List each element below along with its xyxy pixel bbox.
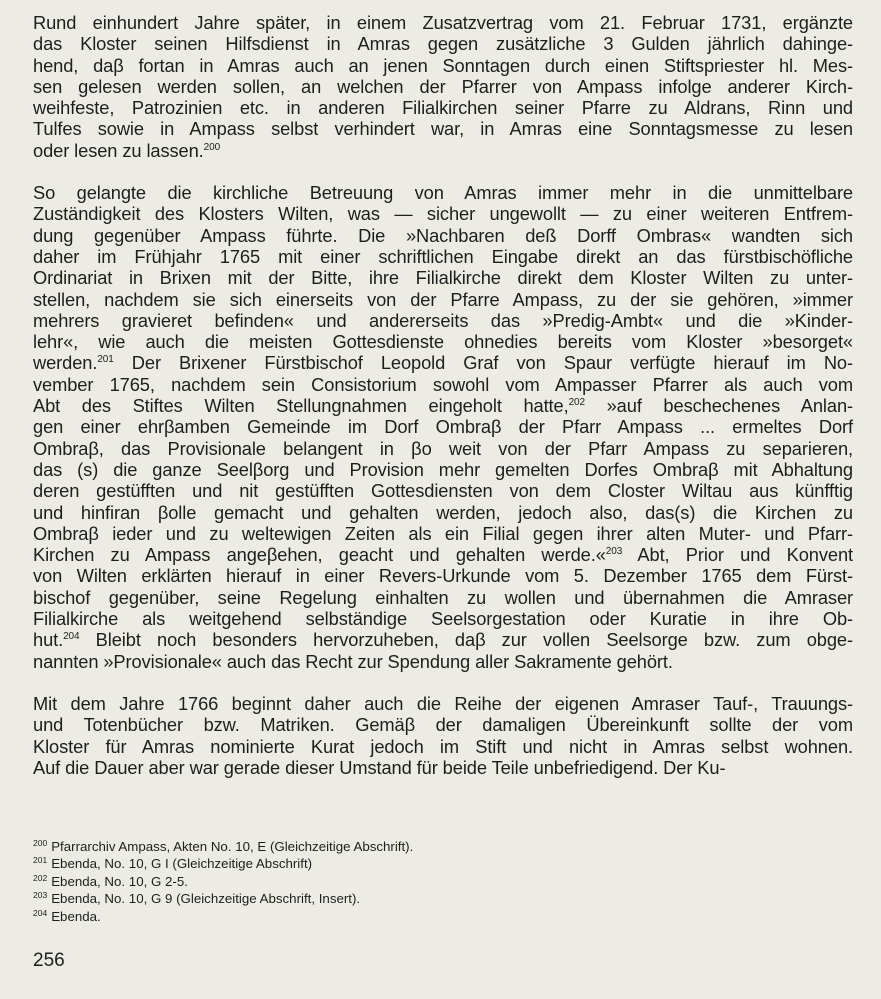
text-line: [33, 395, 853, 416]
footnote-text: Ebenda, No. 10, G 2-5.: [51, 873, 188, 889]
text-line: das Kloster seinen Hilfsdienst in Amras gegen zusätzliche 3 Gulden jährlich dahinge-: [33, 33, 853, 55]
text-line: Ordinariat in Brixen mit der Bitte, ihre Filialkirche direkt dem Kloster Wilten zu unter-: [33, 267, 853, 289]
text-line: Ombraβ, das Provisionale belangent in βo weit von der Pfarr Ampass zu separieren,: [33, 437, 853, 459]
text-line: Kloster für Amras nominierte Kurat jedoch im Stift und nicht in Amras selbst wohnen.: [33, 735, 853, 757]
text-line: daher im Frühjahr 1765 mit einer schriftlichen Eingabe direkt an das fürstbischöfliche: [33, 245, 853, 267]
text-span: Bleibt noch besonders hervorzuheben, daβ zur vollen Seelsorge bzw. zum obge-: [79, 629, 853, 651]
text-line: [33, 544, 853, 565]
text-line: [33, 140, 853, 161]
footnote-reference: 202: [568, 397, 585, 409]
text-line: vember 1765, nachdem sein Consistorium sowohl vom Ampasser Pfarrer als auch vom: [33, 373, 853, 395]
paragraph: [33, 12, 853, 161]
body-text: [33, 12, 853, 799]
footnote: [33, 873, 853, 890]
text-line: [33, 352, 853, 373]
text-span: hut.: [33, 629, 64, 651]
text-line: Auf die Dauer aber war gerade dieser Umstand für beide Teile unbefriedigend. Der Ku-: [33, 756, 726, 778]
footnote-reference: 200: [203, 141, 221, 153]
text-line: und Totenbücher bzw. Matriken. Gemäβ der damaligen Übereinkunft sollte der vom: [33, 714, 853, 736]
text-span: werden.: [33, 352, 98, 374]
text-line: Rund einhundert Jahre später, in einem Zusatzvertrag vom 21. Februar 1731, ergänzte: [33, 12, 853, 33]
footnote: [33, 838, 853, 855]
footnotes: [33, 838, 853, 925]
paragraph: [33, 182, 853, 672]
text-line: hend, daβ fortan in Amras auch an jenen Sonntagen durch einen Stiftspriester hl. Mes-: [33, 54, 853, 76]
text-line: mehrers gravieret befinden« und andererseits das »Predig-Ambt« und die »Kinder-: [33, 309, 853, 331]
page-number: 256: [33, 950, 65, 971]
footnote-number: 204: [33, 907, 48, 918]
text-line: Ombraβ ieder und zu weltewigen Zeiten als ein Filial gegen ihrer alten Muter- und Pfarr-: [33, 522, 853, 544]
text-line: stellen, nachdem sie sich einerseits von der Pfarre Ampass, zu der sie gehören, »immer: [33, 288, 853, 310]
text-line: [33, 629, 853, 650]
text-line: sen gelesen werden sollen, an welchen der Pfarrer von Ampass infolge anderer Kirch-: [33, 75, 853, 97]
footnote: [33, 855, 853, 872]
footnote: [33, 890, 853, 907]
text-line: Zuständigkeit des Klosters Wilten, was — sicher ungewollt — zu einer weiteren Entfrem-: [33, 203, 853, 225]
text-line: von Wilten erklärten hierauf in einer Revers-Urkunde vom 5. Dezember 1765 dem Fürst-: [33, 565, 853, 587]
text-line: und hinfiran βolle gemacht und gehalten werden, jedoch also, das(s) die Kirchen zu: [33, 501, 853, 523]
text-line: Mit dem Jahre 1766 beginnt daher auch die Reihe der eigenen Amraser Tauf-, Trauungs-: [33, 692, 853, 714]
text-span: Der Brixener Fürstbischof Leopold Graf von Spaur verfügte hierauf im No-: [113, 352, 853, 374]
text-line: dung gegenüber Ampass führte. Die »Nachbaren deß Dorff Ombras« wandten sich: [33, 224, 853, 246]
footnote-reference: 201: [97, 354, 114, 366]
text-line: Filialkirche als weitgehend selbständige Seelsorgestation oder Kuratie in ihre Ob-: [33, 608, 853, 630]
text-line: weihfeste, Patrozinien etc. in anderen Filialkirchen seiner Pfarre zu Aldrans, Rinn und: [33, 97, 853, 119]
footnote-number: 200: [33, 838, 48, 848]
text-span: Abt, Prior und Konvent: [622, 544, 853, 566]
footnote-text: Ebenda.: [51, 908, 101, 924]
text-span: oder lesen zu lassen.: [33, 139, 204, 161]
text-line: nannten »Provisionale« auch das Recht zur Spendung aller Sakramente gehört.: [33, 650, 673, 672]
text-span: »auf beschechenes Anlan-: [584, 395, 854, 417]
text-line: Tulfes sowie in Ampass selbst verhindert war, in Amras eine Sonntagsmesse zu lesen: [33, 118, 853, 140]
footnote-text: Pfarrarchiv Ampass, Akten No. 10, E (Gleichzeitige Abschrift).: [51, 839, 414, 854]
footnote-text: Ebenda, No. 10, G I (Gleichzeitige Abschrift): [51, 856, 313, 872]
footnote-reference: 204: [63, 631, 80, 643]
footnote-number: 201: [33, 855, 48, 866]
text-line: bischof gegenüber, seine Regelung einhalten zu wollen und übernahmen die Amraser: [33, 586, 853, 608]
text-line: So gelangte die kirchliche Betreuung von Amras immer mehr in die unmittelbare: [33, 182, 853, 204]
footnote-reference: 203: [605, 546, 623, 558]
text-span: Kirchen zu Ampass angeβehen, geacht und gehalten werde.«: [33, 544, 606, 566]
footnote-text: Ebenda, No. 10, G 9 (Gleichzeitige Abschrift, Insert).: [51, 891, 361, 907]
footnote-number: 203: [33, 890, 48, 901]
footnote-number: 202: [33, 872, 48, 883]
text-span: Abt des Stiftes Wilten Stellungnahmen eingeholt hatte,: [33, 395, 569, 417]
text-line: gen einer ehrβamben Gemeinde im Dorf Ombraβ der Pfarr Ampass ... ermeltes Dorf: [33, 416, 853, 438]
footnote: [33, 908, 853, 925]
paragraph: [33, 693, 853, 778]
text-line: lehr«, wie auch die meisten Gottesdienste ohnedies bereits vom Kloster »besorget«: [33, 331, 853, 353]
text-line: das (s) die ganze Seelβorg und Provision mehr gemelten Dorfes Ombraβ mit Abhaltung: [33, 458, 853, 480]
text-line: deren gestüfften und nit gestüfften Gottesdiensten von dem Closter Wiltau aus künfftig: [33, 480, 853, 502]
